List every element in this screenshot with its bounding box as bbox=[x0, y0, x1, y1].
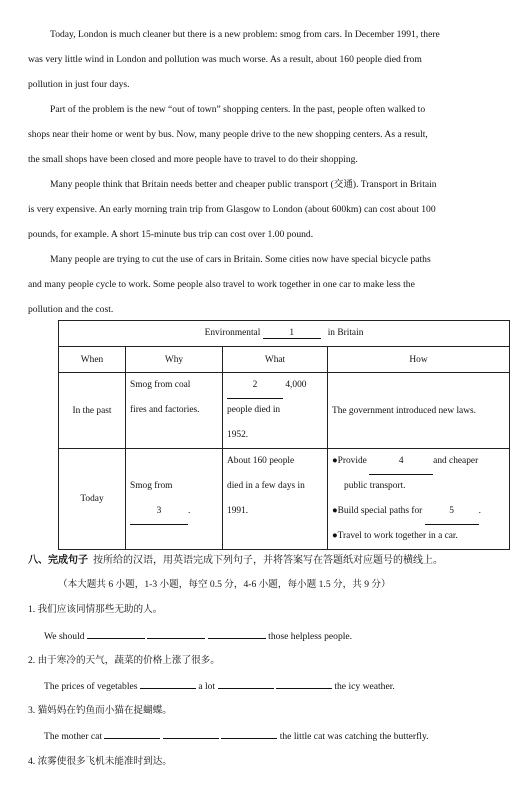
answer-blank[interactable] bbox=[276, 676, 332, 689]
section-instruction: 按所给的汉语，用英语完成下列句子，并将答案写在答题纸对应题号的横线上。 bbox=[93, 555, 443, 566]
paragraph-2 bbox=[28, 97, 512, 172]
table-row bbox=[59, 373, 510, 449]
answer-blank[interactable] bbox=[104, 726, 160, 739]
paragraph-3 bbox=[28, 172, 512, 247]
table-header-row bbox=[59, 347, 510, 373]
table-title: Environmental 1 in Britain bbox=[59, 321, 510, 347]
paragraph-line: is very expensive. An early morning train trip from Glasgow to London (about 600km) can cost about 100 bbox=[28, 204, 436, 215]
question-line: We should those helpless people. bbox=[44, 626, 352, 647]
answer-blank-1[interactable]: 1 bbox=[263, 328, 321, 339]
paragraph-line: pollution in just four days. bbox=[28, 79, 130, 90]
paragraph-line: Many people are trying to cut the use of cars in Britain. Some cities now have special bicycle paths bbox=[50, 254, 431, 265]
cell-what: 2 4,000 people died in 1952. bbox=[223, 373, 328, 449]
header-what: What bbox=[223, 347, 328, 373]
section-heading bbox=[28, 551, 443, 571]
header-when: When bbox=[59, 347, 126, 373]
paragraph-1 bbox=[28, 22, 512, 97]
paragraph-line: and many people cycle to work. Some people also travel to work together in one car to make less the bbox=[28, 279, 415, 290]
section-title: 八、完成句子 bbox=[28, 555, 88, 566]
paragraph-line: shops near their home or went by bus. Now, many people drive to the new shopping centers. As a result, bbox=[28, 129, 428, 140]
answer-blank-5[interactable]: 5 bbox=[425, 499, 479, 525]
cell-why: Smog from coal fires and factories. bbox=[126, 373, 223, 449]
paragraph-4 bbox=[28, 247, 512, 322]
paragraph-line: Today, London is much cleaner but there is a new problem: smog from cars. In December 1991, there bbox=[50, 29, 440, 40]
paragraph-line: Part of the problem is the new “out of town” shopping centers. In the past, people often walked to bbox=[50, 104, 426, 115]
answer-blank[interactable] bbox=[218, 676, 274, 689]
cell-why: Smog from 3 . bbox=[126, 449, 223, 550]
paragraph-line: pounds, for example. A short 15-minute bus trip can cost over 1.00 pound. bbox=[28, 229, 314, 240]
paragraph-line: Many people think that Britain needs better and cheaper public transport (交通). Transport in Britain bbox=[50, 179, 437, 190]
answer-blank[interactable] bbox=[163, 726, 219, 739]
answer-blank-4[interactable]: 4 bbox=[369, 449, 433, 475]
answer-blank[interactable] bbox=[221, 726, 277, 739]
answer-blank[interactable] bbox=[87, 626, 145, 639]
summary-table bbox=[58, 320, 510, 550]
question-cn: 2. 由于寒冷的天气，蔬菜的价格上涨了很多。 bbox=[28, 655, 220, 666]
question-cn: 3. 猫妈妈在钓鱼而小猫在捉蝴蝶。 bbox=[28, 705, 172, 716]
answer-blank-3[interactable]: 3 bbox=[130, 499, 188, 525]
paragraph-line: the small shops have been closed and more people have to travel to do their shopping. bbox=[28, 154, 358, 165]
paragraph-line: pollution and the cost. bbox=[28, 304, 114, 315]
cell-when: In the past bbox=[59, 373, 126, 449]
question-line: The prices of vegetables a lot the icy weather. bbox=[44, 676, 395, 697]
table-title-row bbox=[59, 321, 510, 347]
cell-when: Today bbox=[59, 449, 126, 550]
answer-blank-2[interactable]: 2 bbox=[227, 373, 283, 399]
table-row bbox=[59, 449, 510, 550]
answer-blank[interactable] bbox=[140, 676, 196, 689]
cell-what: About 160 people died in a few days in 1991. bbox=[223, 449, 328, 550]
header-why: Why bbox=[126, 347, 223, 373]
question-cn: 1. 我们应该同情那些无助的人。 bbox=[28, 604, 163, 615]
section-note: （本大题共 6 小题，1-3 小题，每空 0.5 分，4-6 小题，每小题 1.5 分，共 9 分） bbox=[58, 579, 391, 590]
question-line: The mother cat the little cat was catching the butterfly. bbox=[44, 726, 429, 747]
answer-blank[interactable] bbox=[208, 626, 266, 639]
header-how: How bbox=[328, 347, 510, 373]
cell-how: ●Provide 4 and cheaper public transport. ●Build special paths for 5 . ●Travel to work together in a car. bbox=[328, 449, 510, 550]
cell-how: The government introduced new laws. bbox=[328, 373, 510, 449]
question-cn: 4. 浓雾使很多飞机未能准时到达。 bbox=[28, 756, 172, 767]
paragraph-line: was very little wind in London and pollution was much worse. As a result, about 160 people died from bbox=[28, 54, 422, 65]
answer-blank[interactable] bbox=[147, 626, 205, 639]
